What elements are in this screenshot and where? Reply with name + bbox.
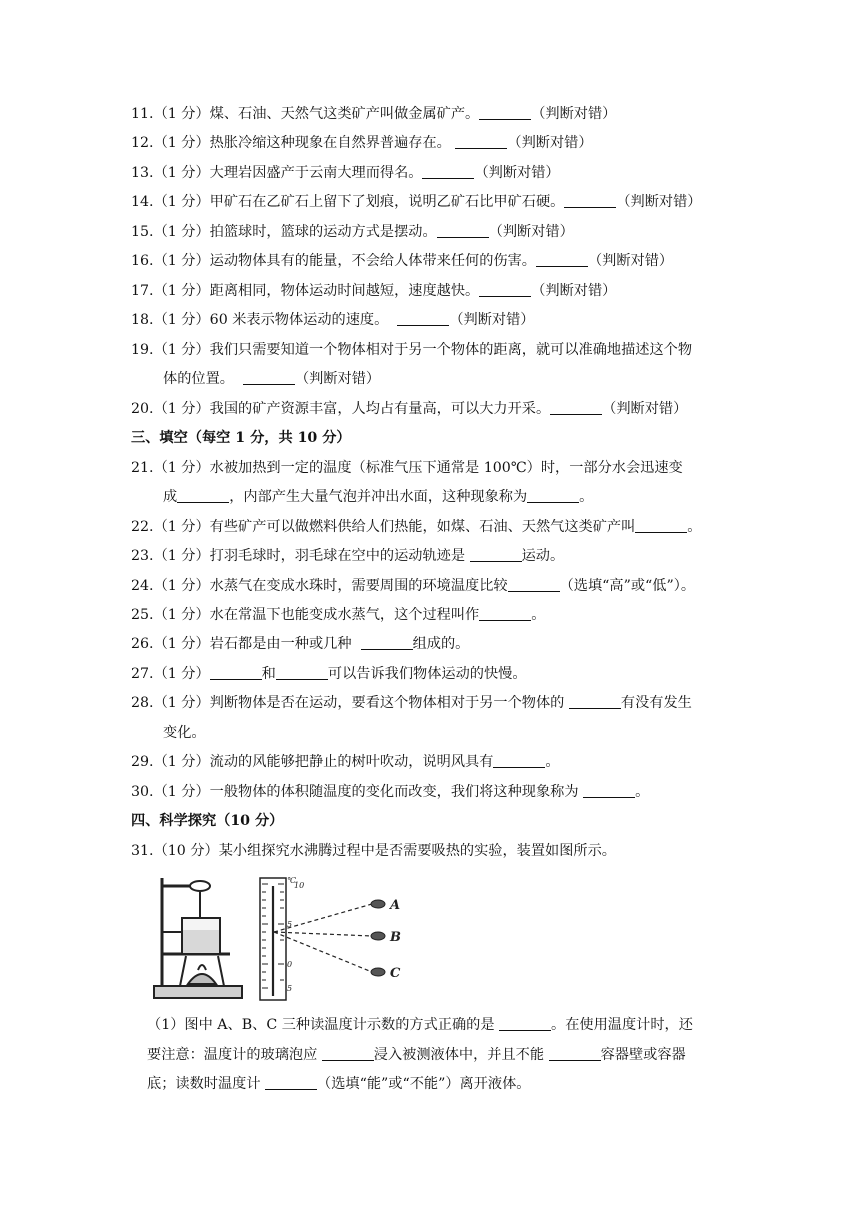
viewpoint-label-a: A: [390, 898, 401, 913]
question-31-1-line3-end: （选填“能”或“不能”）离开液体。: [317, 1076, 531, 1092]
question-18: [131, 310, 534, 330]
answer-blank[interactable]: [635, 518, 687, 533]
question-23-text: 23.（1 分）打羽毛球时，羽毛球在空中的运动轨迹是: [131, 548, 466, 564]
question-14: [131, 192, 702, 212]
question-17-text: 17.（1 分）距离相同，物体运动时间越短，速度越快。: [131, 283, 480, 299]
question-11: [131, 104, 616, 124]
answer-blank[interactable]: [276, 665, 328, 680]
question-31-1-line2-mid: 浸入被测液体中，并且不能: [373, 1047, 545, 1063]
question-17-note: （判断对错）: [531, 283, 617, 299]
question-28-text-end: 有没有发生: [620, 695, 692, 711]
answer-blank[interactable]: [479, 282, 531, 297]
answer-blank[interactable]: [479, 105, 531, 120]
question-18-text: 18.（1 分）60 米表示物体运动的速度。: [131, 312, 389, 328]
answer-blank[interactable]: [210, 665, 262, 680]
question-18-note: （判断对错）: [449, 312, 535, 328]
question-21: [131, 458, 683, 478]
question-25-text: 25.（1 分）水在常温下也能变成水蒸气，这个过程叫作: [131, 607, 480, 623]
question-21-text-c: 。: [579, 489, 594, 505]
question-12-text: 12.（1 分）热胀冷缩这种现象在自然界普遍存在。: [131, 135, 451, 151]
question-15-text: 15.（1 分）拍篮球时，篮球的运动方式是摆动。: [131, 224, 437, 240]
question-30-end: 。: [635, 784, 650, 800]
question-21-text-a: 成: [163, 489, 178, 505]
question-31-1-text: （1）图中 A、B、C 三种读温度计示数的方式正确的是: [147, 1017, 495, 1033]
boiling-apparatus-drawing: [154, 878, 242, 998]
question-21-text: 21.（1 分）水被加热到一定的温度（标准气压下通常是 100℃）时，一部分水会迅速变: [131, 460, 683, 476]
question-31-1-line3-text: 底；读数时温度计: [147, 1076, 261, 1092]
question-13-note: （判断对错）: [474, 165, 560, 181]
question-16-text: 16.（1 分）运动物体具有的能量，不会给人体带来任何的伤害。: [131, 253, 536, 269]
question-26: [131, 634, 469, 654]
question-15: [131, 222, 574, 242]
question-28: [131, 693, 692, 713]
thermometer-unit: ℃: [287, 876, 296, 885]
answer-blank[interactable]: [549, 1046, 601, 1061]
answer-blank[interactable]: [455, 134, 507, 149]
question-15-note: （判断对错）: [488, 224, 574, 240]
question-20-note: （判断对错）: [602, 401, 688, 417]
question-22-text: 22.（1 分）有些矿产可以做燃料供给人们热能，如煤、石油、天然气这类矿产叫: [131, 519, 636, 535]
question-19-text: 19.（1 分）我们只需要知道一个物体相对于另一个物体的距离，就可以准确地描述这个物: [131, 342, 693, 358]
answer-blank[interactable]: [493, 753, 545, 768]
answer-blank[interactable]: [550, 400, 602, 415]
question-19-note: （判断对错）: [294, 371, 381, 387]
question-12: [131, 133, 593, 153]
answer-blank[interactable]: [583, 783, 635, 798]
question-22: [131, 517, 702, 537]
question-20: [131, 399, 687, 419]
thermometer-tick-label: 5: [287, 920, 293, 929]
answer-blank[interactable]: [422, 164, 474, 179]
question-16: [131, 251, 673, 271]
answer-blank[interactable]: [508, 577, 560, 592]
answer-blank[interactable]: [499, 1016, 551, 1031]
answer-blank[interactable]: [437, 223, 489, 238]
question-13: [131, 163, 560, 183]
question-19-text-end: 体的位置。: [163, 371, 234, 387]
question-19-continued: [163, 369, 380, 389]
viewpoint-label-b: B: [390, 930, 401, 945]
question-31-part-1: [147, 1015, 693, 1035]
question-24: [131, 576, 695, 596]
question-24-text: 24.（1 分）水蒸气在变成水珠时，需要周围的环境温度比较: [131, 578, 508, 594]
answer-blank[interactable]: [361, 635, 413, 650]
question-27: [131, 664, 527, 684]
thermometer-tick-label: 10: [294, 881, 305, 890]
experiment-figure: [150, 872, 410, 1004]
question-25-end: 。: [531, 607, 546, 623]
question-11-text: 11.（1 分）煤、石油、天然气这类矿产叫做金属矿产。: [131, 106, 480, 122]
answer-blank[interactable]: [564, 193, 616, 208]
answer-blank[interactable]: [177, 488, 229, 503]
question-14-text: 14.（1 分）甲矿石在乙矿石上留下了划痕，说明乙矿石比甲矿石硬。: [131, 194, 565, 210]
question-23-end: 运动。: [521, 548, 565, 564]
question-28-text-line2: 变化。: [163, 725, 206, 741]
question-26-text: 26.（1 分）岩石都是由一种或几种: [131, 636, 352, 652]
question-29-end: 。: [545, 754, 560, 770]
question-31: [131, 841, 616, 861]
thermometer-tick-label: 5: [287, 984, 293, 993]
question-21-text-b: ，内部产生大量气泡并冲出水面，这种现象称为: [229, 489, 528, 505]
question-31-1-text-end: 。在使用温度计时，还: [551, 1017, 693, 1033]
question-31-text: 31.（10 分）某小组探究水沸腾过程中是否需要吸热的实验，装置如图所示。: [131, 843, 616, 859]
answer-blank[interactable]: [536, 252, 588, 267]
answer-blank[interactable]: [243, 370, 295, 385]
question-30-text: 30.（1 分）一般物体的体积随温度的变化而改变，我们将这种现象称为: [131, 784, 579, 800]
question-16-note: （判断对错）: [587, 253, 674, 269]
question-25: [131, 605, 545, 625]
question-30: [131, 782, 649, 802]
viewpoint-label-c: C: [390, 966, 401, 981]
question-13-text: 13.（1 分）大理岩因盛产于云南大理而得名。: [131, 165, 423, 181]
question-28-continued: [163, 723, 206, 743]
question-28-text: 28.（1 分）判断物体是否在运动，要看这个物体相对于另一个物体的: [131, 695, 565, 711]
thermometer-drawing: [260, 878, 385, 1000]
answer-blank[interactable]: [397, 311, 449, 326]
question-21-continued: [163, 487, 593, 507]
question-19: [131, 340, 692, 360]
question-29-text: 29.（1 分）流动的风能够把静止的树叶吹动，说明风具有: [131, 754, 494, 770]
question-11-note: （判断对错）: [531, 106, 617, 122]
question-14-note: （判断对错）: [616, 194, 702, 210]
question-29: [131, 752, 560, 772]
section-heading-inquiry: 四、科学探究（10 分）: [131, 813, 284, 829]
question-27-mid: 和: [261, 666, 276, 682]
question-31-part-1-line3: [147, 1074, 530, 1094]
question-12-note: （判断对错）: [507, 135, 593, 151]
question-27-end: 可以告诉我们物体运动的快慢。: [327, 666, 527, 682]
thermometer-tick-label: 0: [287, 960, 293, 969]
question-17: [131, 281, 616, 301]
answer-blank[interactable]: [265, 1075, 317, 1090]
question-27-text: 27.（1 分）: [131, 666, 210, 682]
question-31-1-line2-text: 要注意：温度计的玻璃泡应: [147, 1047, 318, 1063]
question-20-text: 20.（1 分）我国的矿产资源丰富，人均占有量高，可以大力开采。: [131, 401, 551, 417]
answer-blank[interactable]: [470, 547, 522, 562]
section-heading-fill-in: 三、填空（每空 1 分，共 10 分）: [131, 430, 351, 446]
answer-blank[interactable]: [527, 488, 579, 503]
question-22-end: 。: [687, 519, 702, 535]
question-26-end: 组成的。: [412, 636, 470, 652]
answer-blank[interactable]: [569, 694, 621, 709]
question-31-part-1-line2: [147, 1045, 686, 1065]
answer-blank[interactable]: [479, 606, 531, 621]
answer-blank[interactable]: [322, 1046, 374, 1061]
question-24-end: （选填“高”或“低”）。: [559, 578, 696, 594]
question-31-1-line2-end: 容器壁或容器: [600, 1047, 686, 1063]
question-23: [131, 546, 564, 566]
